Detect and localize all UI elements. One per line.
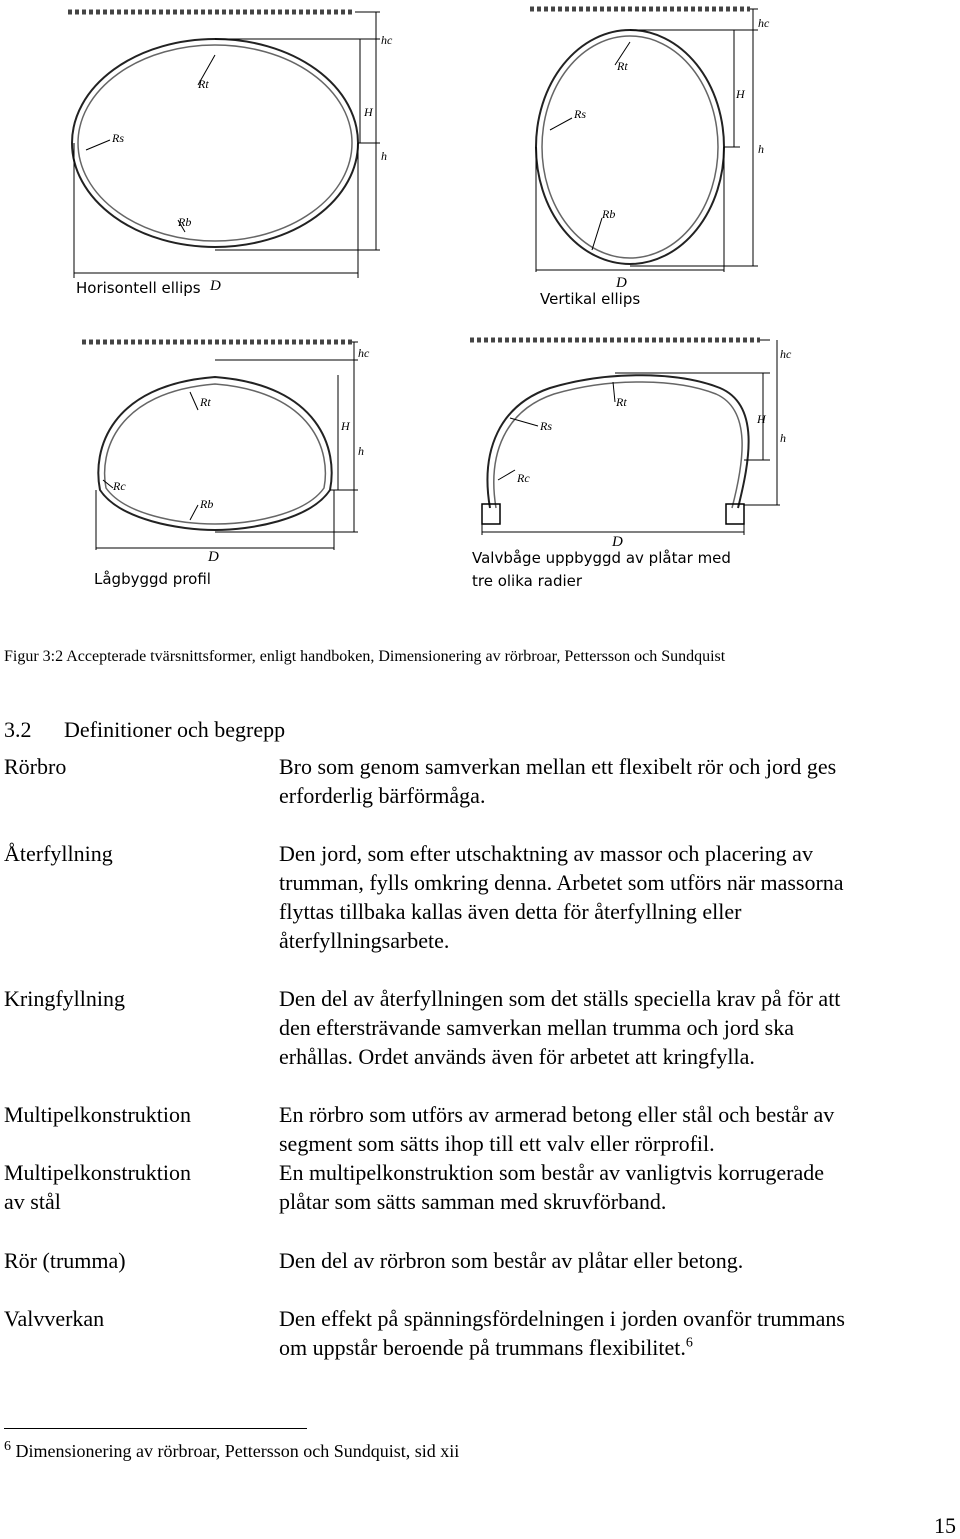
def-line: Den jord, som efter utschaktning av massor och placering av: [279, 841, 813, 866]
horisontell-h-label: h: [381, 149, 387, 163]
footnote: [4, 1441, 459, 1462]
vertikal-rb-label: Rb: [602, 207, 616, 221]
valvbage-h-label: h: [780, 431, 786, 445]
horisontell-rt-label: Rt: [198, 77, 209, 91]
horisontell-hc-label: hc: [381, 33, 393, 47]
section-number: 3.2: [4, 717, 32, 742]
def-line: erhållas. Ordet används även för arbetet att kringfylla.: [279, 1044, 755, 1069]
footnote-divider: [4, 1428, 307, 1429]
def-line: den eftersträvande samverkan mellan trumma och jord ska: [279, 1015, 794, 1040]
valvbage-rt-label: Rt: [616, 395, 627, 409]
term-rorbro: Rörbro: [4, 754, 67, 779]
def-valvverkan: [279, 1304, 959, 1362]
def-line: segment som sätts ihop till ett valv eller rörprofil.: [279, 1131, 715, 1156]
term-aterfyllning: Återfyllning: [4, 841, 113, 866]
def-line: En rörbro som utförs av armerad betong eller stål och består av: [279, 1102, 835, 1127]
def-line: erforderlig bärförmåga.: [279, 783, 486, 808]
def-multipelkonstruktion-av-stal: [279, 1158, 959, 1216]
vertikal-rt-label: Rt: [617, 59, 628, 73]
figure-horisontell-ellips: [0, 0, 420, 315]
lagbyggd-hc-label: hc: [358, 346, 370, 360]
def-line: [279, 1333, 959, 1362]
term-kringfyllning: Kringfyllning: [4, 986, 125, 1011]
def-aterfyllning: [279, 839, 959, 955]
def-line: Den del av återfyllningen som det ställs speciella krav på för att: [279, 986, 841, 1011]
lagbyggd-profil-drawing: [0, 330, 400, 590]
footnote-ref[interactable]: 6: [685, 1335, 693, 1351]
term-line: av stål: [4, 1189, 61, 1214]
figure-valvbage: [460, 330, 810, 605]
footnote-marker: 6: [4, 1439, 11, 1454]
def-line: trumman, fylls omkring denna. Arbetet som utförs när massorna: [279, 870, 844, 895]
figure-vertikal-ellips: [480, 0, 810, 315]
def-ror-trumma: [279, 1246, 959, 1275]
term-valvverkan: Valvverkan: [4, 1306, 105, 1331]
figure-caption: Figur 3:2 Accepterade tvärsnittsformer, enligt handboken, Dimensionering av rörbroar, Pettersson och Sundquist: [4, 648, 726, 665]
def-line: Bro som genom samverkan mellan ett flexibelt rör och jord ges: [279, 754, 837, 779]
section-title: Definitioner och begrepp: [64, 717, 286, 742]
horisontell-H-label: H: [364, 105, 373, 119]
term-line: Multipelkonstruktion: [4, 1160, 191, 1185]
def-line: Den effekt på spänningsfördelningen i jorden ovanför trummans: [279, 1306, 845, 1331]
section-heading: [4, 717, 285, 743]
lagbyggd-H-label: H: [341, 419, 350, 433]
horisontell-title: Horisontell ellips: [76, 279, 201, 297]
horisontell-rb-label: Rb: [178, 215, 192, 229]
lagbyggd-rb-label: Rb: [200, 497, 214, 511]
figure-lagbyggd-profil: [0, 330, 400, 595]
lagbyggd-D-label: D: [208, 549, 219, 565]
valvbage-H-label: H: [757, 412, 766, 426]
def-line: återfyllningsarbete.: [279, 928, 450, 953]
valvbage-rc-label: Rc: [517, 471, 530, 485]
vertikal-ellips-drawing: [480, 0, 810, 310]
def-rorbro: [279, 752, 959, 810]
lagbyggd-title: Lågbyggd profil: [94, 570, 211, 588]
def-multipelkonstruktion: [279, 1100, 959, 1158]
vertikal-h-label: h: [758, 142, 764, 156]
vertikal-title: Vertikal ellips: [540, 290, 641, 308]
page-number: 15: [934, 1513, 956, 1538]
footnote-text: Dimensionering av rörbroar, Pettersson och Sundquist, sid xii: [15, 1441, 460, 1461]
def-line: En multipelkonstruktion som består av vanligtvis korrugerade: [279, 1160, 825, 1185]
valvbage-D-label: D: [612, 534, 623, 550]
valvbage-rs-label: Rs: [540, 419, 552, 433]
valvbage-title-line1: Valvbåge uppbyggd av plåtar med: [472, 549, 731, 567]
def-line: plåtar som sätts samman med skruvförband.: [279, 1189, 667, 1214]
term-ror-trumma: Rör (trumma): [4, 1248, 126, 1273]
term-multipelkonstruktion: Multipelkonstruktion: [4, 1102, 191, 1127]
valvbage-hc-label: hc: [780, 347, 792, 361]
def-line-text: om uppstår beroende på trummans flexibilitet.: [279, 1335, 686, 1360]
def-kringfyllning: [279, 984, 959, 1071]
term-multipelkonstruktion-av-stal: [4, 1158, 191, 1216]
vertikal-H-label: H: [736, 87, 745, 101]
horisontell-rs-label: Rs: [112, 131, 124, 145]
vertikal-D-label: D: [616, 275, 627, 291]
vertikal-rs-label: Rs: [574, 107, 586, 121]
lagbyggd-rc-label: Rc: [113, 479, 126, 493]
vertikal-hc-label: hc: [758, 16, 770, 30]
def-line: flyttas tillbaka kallas även detta för återfyllning eller: [279, 899, 742, 924]
valvbage-title-line2: tre olika radier: [472, 572, 583, 590]
lagbyggd-h-label: h: [358, 444, 364, 458]
horisontell-D-label: D: [210, 278, 221, 294]
def-line: Den del av rörbron som består av plåtar eller betong.: [279, 1248, 744, 1273]
lagbyggd-rt-label: Rt: [200, 395, 211, 409]
horisontell-ellips-drawing: [0, 0, 420, 310]
valvbage-drawing: [460, 330, 810, 600]
